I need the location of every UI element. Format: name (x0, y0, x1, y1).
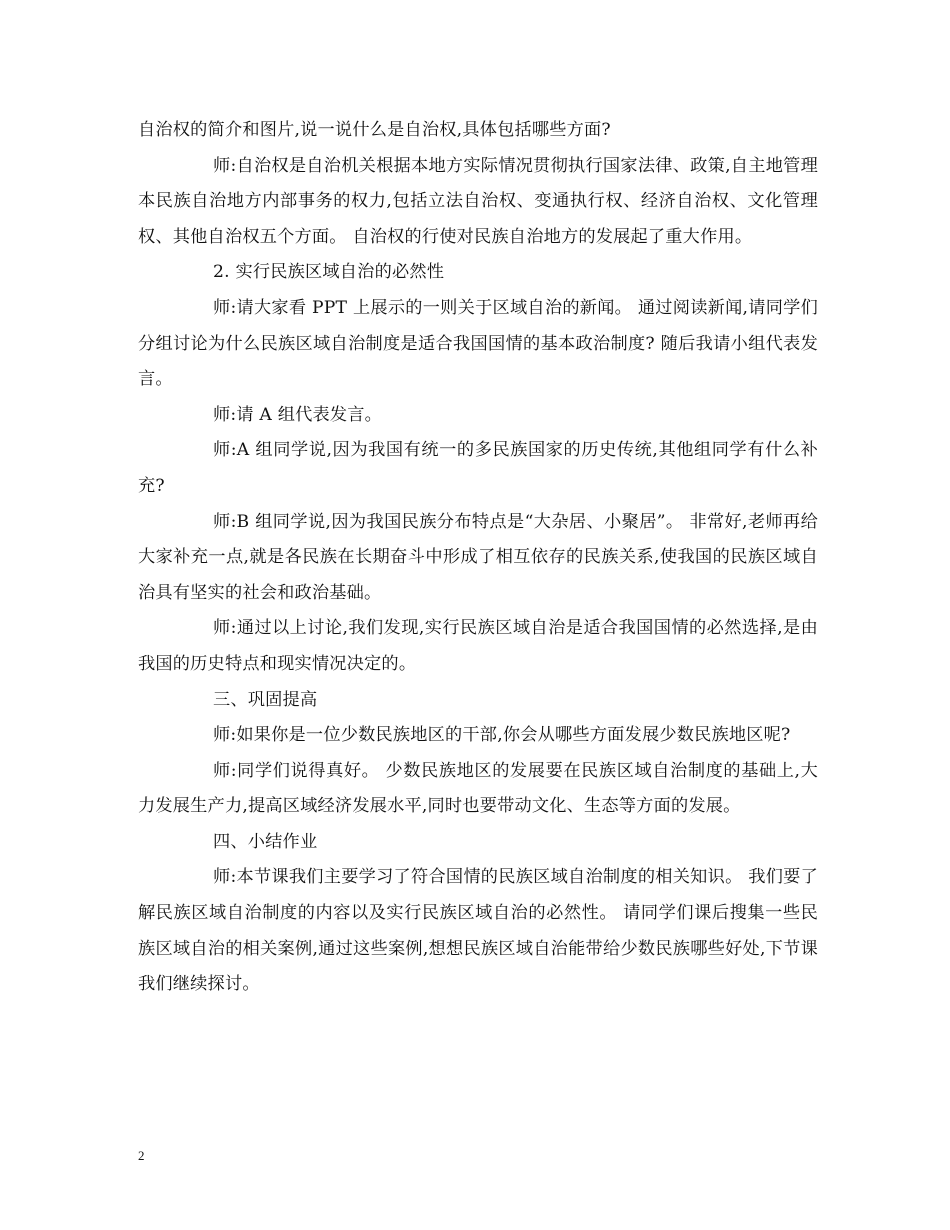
paragraph-teacher-group-a-invite: 师:请 A 组代表发言。 (213, 404, 383, 425)
paragraph-teacher-conclusion: 师:通过以上讨论,我们发现,实行民族区域自治是适合我国国情的必然选择,是由我国的历史特点和现实情况决定的。 (138, 618, 818, 674)
page-number: 2 (138, 1148, 145, 1163)
paragraph-teacher-group-b: 师:B 组同学说,因为我国民族分布特点是“大杂居、小聚居”。 非常好,老师再给大家补充一点,就是各民族在长期奋斗中形成了相互依存的民族关系,使我国的民族区域自治具有坚实的社会和政治基础。 (138, 511, 818, 603)
section-heading-necessity: 2. 实行民族区域自治的必然性 (213, 262, 445, 283)
paragraph-teacher-autonomy: 师:自治权是自治机关根据本地方实际情况贯彻执行国家法律、政策,自主地管理本民族自治地方内部事务的权力,包括立法自治权、变通执行权、经济自治权、文化管理权、其他自治权五个方面。 自治权的行使对民族自治地方的发展起了重大作用。 (138, 155, 818, 247)
paragraph-teacher-summary: 师:本节课我们主要学习了符合国情的民族区域自治制度的相关知识。 我们要了解民族区域自治制度的内容以及实行民族区域自治的必然性。 请同学们课后搜集一些民族区域自治的相关案例,通过这些案例,想想民族区域自治能带给少数民族哪些好处,下节课我们继续探讨。 (138, 867, 818, 995)
document-body (138, 113, 818, 1003)
paragraph-continued: 自治权的简介和图片,说一说什么是自治权,具体包括哪些方面? (138, 120, 611, 140)
paragraph-teacher-praise: 师:同学们说得真好。 少数民族地区的发展要在民族区域自治制度的基础上,大力发展生产力,提高区域经济发展水平,同时也要带动文化、生态等方面的发展。 (138, 760, 818, 817)
paragraph-teacher-group-a: 师:A 组同学说,因为我国有统一的多民族国家的历史传统,其他组同学有什么补充? (138, 440, 818, 496)
paragraph-teacher-news: 师:请大家看 PPT 上展示的一则关于区域自治的新闻。 通过阅读新闻,请同学们分组讨论为什么民族区域自治制度是适合我国国情的基本政治制度? 随后我请小组代表发言。 (138, 297, 818, 390)
section-heading-consolidate: 三、巩固提高 (213, 689, 318, 710)
paragraph-teacher-question: 师:如果你是一位少数民族地区的干部,你会从哪些方面发展少数民族地区呢? (213, 725, 791, 746)
section-heading-summary: 四、小结作业 (213, 831, 318, 852)
